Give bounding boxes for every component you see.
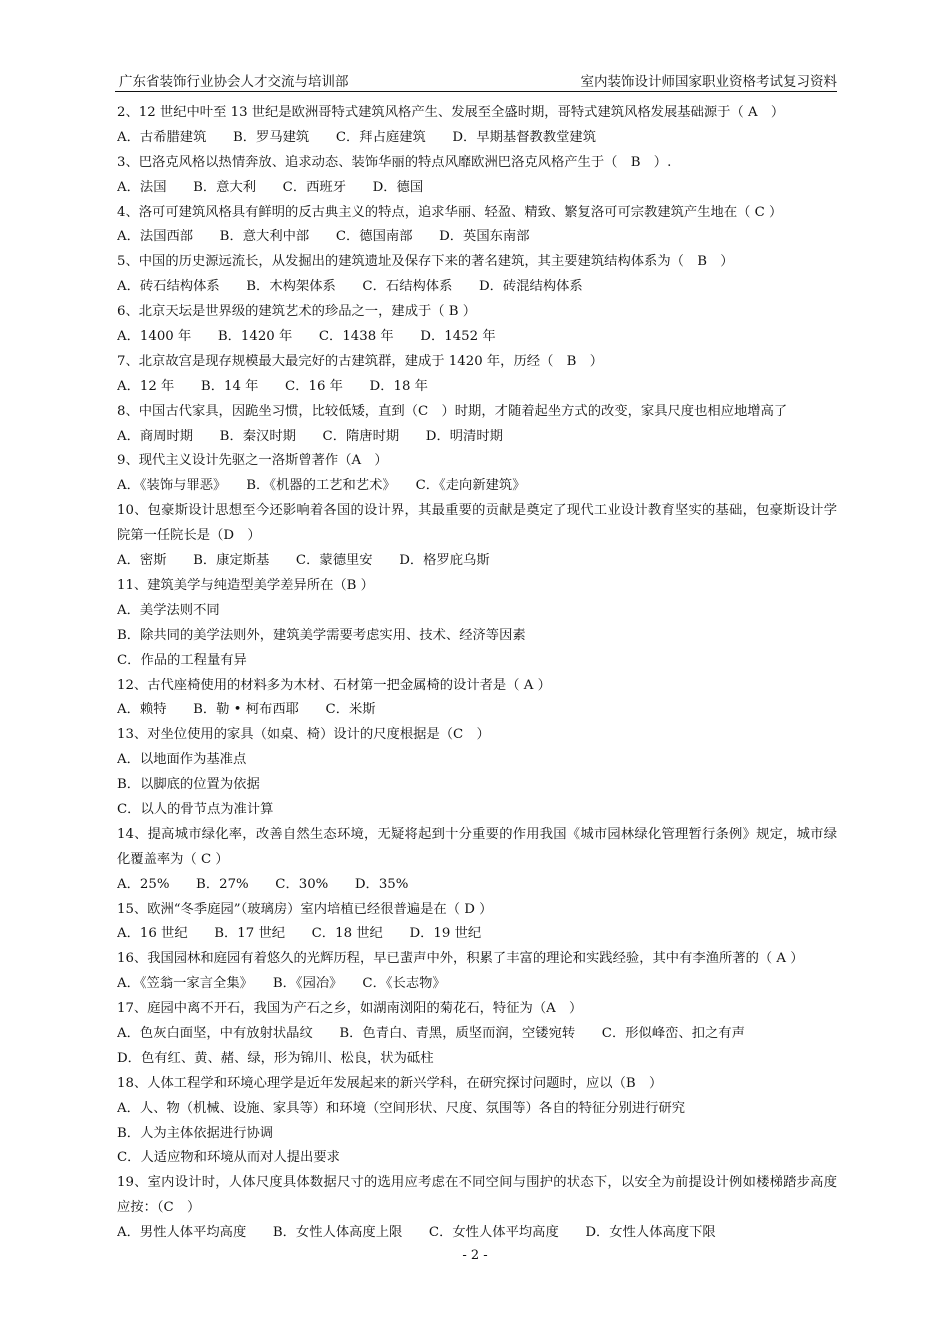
answer-options-line: A．以地面作为基准点 (117, 752, 247, 768)
answer-options-line: A．16 世纪 B．17 世纪 C．18 世纪 D．19 世纪 (117, 926, 482, 942)
answer-options-line: C．作品的工程量有异 (117, 652, 247, 668)
question-line: 3、巴洛克风格以热情奔放、追求动态、装饰华丽的特点风靡欧洲巴洛克风格产生于（ B ）. (117, 154, 672, 170)
answer-options-line: A．人、物（机械、设施、家具等）和环境（空间形状、尺度、氛围等）各自的特征分别进行研究 (117, 1100, 686, 1116)
question-line: 9、现代主义设计先驱之一洛斯曾著作（A ） (117, 453, 388, 469)
answer-options-line: B．以脚底的位置为依据 (117, 777, 260, 793)
question-line: 4、洛可可建筑风格具有鲜明的反古典主义的特点，追求华丽、轻盈、精致、繁复洛可可宗教建筑产生地在（ C ） (117, 204, 783, 220)
question-line: 10、包豪斯设计思想至今还影响着各国的设计界，其最重要的贡献是奠定了现代工业设计教育坚实的基础，包豪斯设计学院第一任院长是（D ） (117, 503, 837, 544)
answer-options-line: D．色有红、黄、赭、绿，形为锦川、松良，状为砥柱 (117, 1050, 434, 1066)
answer-options-line: A．1400 年 B．1420 年 C．1438 年 D．1452 年 (117, 329, 496, 345)
answer-options-line: C．以人的骨节点为准计算 (117, 801, 274, 817)
answer-options-line: A．色灰白面坚，中有放射状晶纹 B．色青白、青黑，质坚而润，空镂宛转 C．形似峰峦、扣之有声 (117, 1026, 745, 1042)
answer-options-line: A．砖石结构体系 B．木构架体系 C．石结构体系 D．砖混结构体系 (117, 279, 583, 295)
answer-options-line: A．12 年 B．14 年 C．16 年 D．18 年 (117, 378, 428, 394)
question-line: 16、我国园林和庭园有着悠久的光辉历程，早已蜚声中外，积累了丰富的理论和实践经验，其中有李渔所著的（ A ） (117, 951, 804, 967)
question-line: 6、北京天坛是世界级的建筑艺术的珍品之一，建成于（ B ） (117, 304, 477, 320)
answer-options-line: B．人为主体依据进行协调 (117, 1125, 274, 1141)
question-line: 8、中国古代家具，因跪坐习惯，比较低矮，直到（C ）时期，才随着起坐方式的改变，家具尺度也相应地增高了 (117, 403, 788, 419)
answer-options-line: A．25% B．27% C．30% D．35% (117, 876, 409, 892)
question-list (117, 101, 837, 1246)
answer-options-line: A．美学法则不同 (117, 602, 220, 618)
answer-options-line: A．法国 B．意大利 C．西班牙 D．德国 (117, 179, 424, 195)
answer-options-line: A．《笠翁一家言全集》 B．《园冶》 C．《长志物》 (117, 976, 446, 992)
answer-options-line: A．密斯 B．康定斯基 C．蒙德里安 D．格罗庇乌斯 (117, 553, 490, 569)
header-organization: 广东省装饰行业协会人才交流与培训部 (119, 74, 349, 90)
answer-options-line: C．人适应物和环境从而对人提出要求 (117, 1150, 340, 1166)
answer-options-line: A．法国西部 B．意大利中部 C．德国南部 D．英国东南部 (117, 229, 530, 245)
question-line: 14、提高城市绿化率，改善自然生态环境，无疑将起到十分重要的作用我国《城市园林绿化管理暂行条例》规定，城市绿化覆盖率为（ C ） (117, 826, 837, 867)
question-line: 12、古代座椅使用的材料多为木材、石材第一把金属椅的设计者是（ A ） (117, 677, 551, 693)
question-line: 17、庭园中离不开石，我国为产石之乡，如湖南浏阳的菊花石，特征为（A ） (117, 1001, 583, 1017)
question-line: 19、室内设计时，人体尺度具体数据尺寸的选用应考虑在不同空间与围护的状态下，以安全为前提设计例如楼梯踏步高度应按：（C ） (117, 1175, 837, 1216)
question-line: 7、北京故宫是现存规模最大最完好的古建筑群，建成于 1420 年，历经（ B ） (117, 353, 604, 369)
header-document-title: 室内装饰设计师国家职业资格考试复习资料 (580, 74, 837, 90)
answer-options-line: A．商周时期 B．秦汉时期 C．隋唐时期 D．明清时期 (117, 428, 503, 444)
question-line: 15、欧洲“冬季庭园”（玻璃房）室内培植已经很普遍是在（ D ） (117, 901, 493, 917)
answer-options-line: A．《装饰与罪恶》 B．《机器的工艺和艺术》 C．《走向新建筑》 (117, 478, 526, 494)
question-line: 13、对坐位使用的家具（如桌、椅）设计的尺度根据是（C ） (117, 727, 490, 743)
question-line: 2、12 世纪中叶至 13 世纪是欧洲哥特式建筑风格产生、发展至全盛时期，哥特式建筑风格发展基础源于（ A ） (117, 105, 785, 120)
page-number: - 2 - (462, 1248, 488, 1263)
answer-options-line: A．古希腊建筑 B．罗马建筑 C．拜占庭建筑 D．早期基督教教堂建筑 (117, 129, 597, 145)
question-line: 18、人体工程学和环境心理学是近年发展起来的新兴学科，在研究探讨问题时，应以（B ） (117, 1075, 663, 1091)
answer-options-line: A．男性人体平均高度 B．女性人体高度上限 C．女性人体平均高度 D．女性人体高度下限 (117, 1225, 716, 1241)
header-divider (115, 91, 837, 92)
answer-options-line: B．除共同的美学法则外，建筑美学需要考虑实用、技术、经济等因素 (117, 627, 526, 643)
answer-options-line: A．赖特 B．勒 • 柯布西耶 C．米斯 (117, 702, 376, 718)
question-line: 11、建筑美学与纯造型美学差异所在（B ） (117, 577, 374, 593)
question-line: 5、中国的历史源远流长，从发掘出的建筑遗址及保存下来的著名建筑，其主要建筑结构体系为（ B ） (117, 254, 734, 270)
page-header (115, 70, 837, 90)
